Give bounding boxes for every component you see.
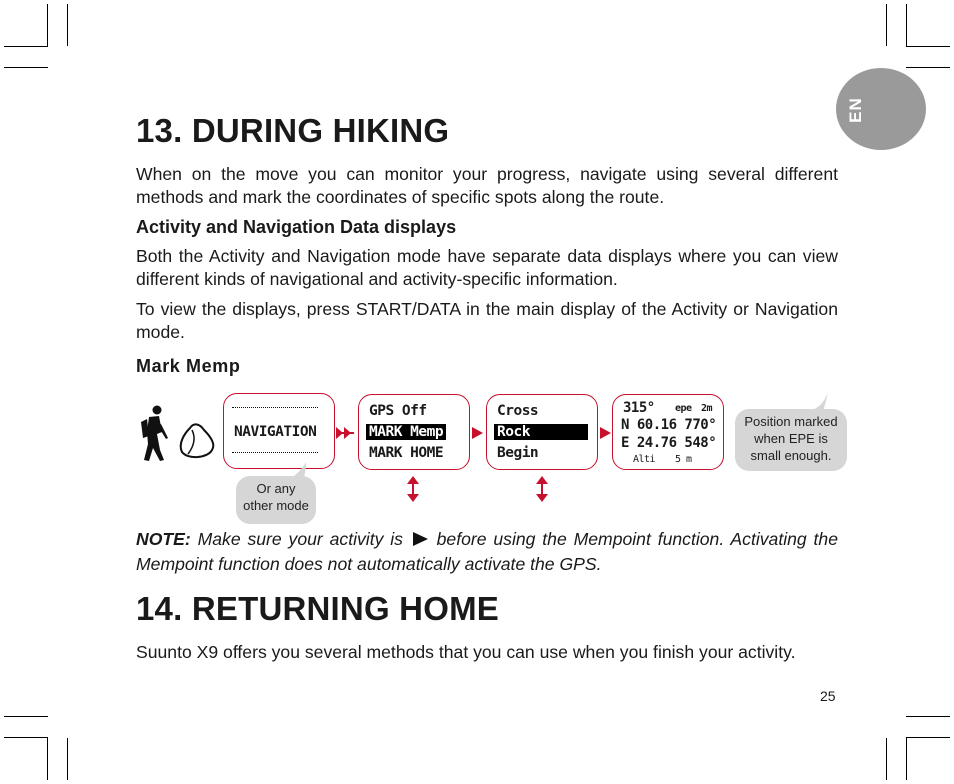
menu-item-gps-off: GPS Off (369, 403, 427, 419)
memp-name-rock: Rock (497, 424, 585, 440)
arrow-right-icon (470, 425, 486, 441)
screen-menu (358, 394, 470, 470)
callout-position-marked: Position marked when EPE is small enough. (735, 409, 847, 471)
mark-memp-heading: Mark Memp (136, 356, 241, 376)
page-number: 25 (820, 688, 836, 704)
latitude: N 60.16 770° (621, 417, 717, 433)
longitude: E 24.76 548° (621, 435, 717, 451)
memp-name-begin: Begin (497, 445, 539, 461)
note (136, 527, 838, 577)
up-down-arrow-icon (535, 476, 549, 502)
double-arrow-right-icon (336, 425, 358, 441)
screen-memp-name (486, 394, 598, 470)
note-text-a: Make sure your activity is (190, 529, 410, 549)
altitude-label: Alti (633, 454, 656, 465)
note-label: NOTE: (136, 529, 191, 549)
epe-value: 2m (701, 403, 713, 414)
dotted-line-bottom (232, 452, 318, 453)
section-14-title: 14. RETURNING HOME (136, 590, 499, 627)
section-13-title: 13. DURING HIKING (136, 112, 450, 149)
epe-label: epe (675, 403, 692, 414)
menu-item-mark-memp: MARK Memp (369, 424, 446, 440)
returning-home-paragraph: Suunto X9 offers you several methods that you can use when you finish your activity. (136, 642, 796, 662)
menu-item-mark-home: MARK HOME (369, 445, 444, 461)
play-icon (410, 531, 430, 547)
callout-tail (806, 392, 830, 414)
note-text-b: before using the Mempoint function. Activating the Mempoint function does not automatically activate the GPS. (136, 529, 838, 574)
subheading: Activity and Navigation Data displays (136, 217, 457, 237)
paragraph-start-data: To view the displays, press START/DATA in the main display of the Activity or Navigation mode. (136, 299, 838, 342)
callout-other-mode: Or any other mode (236, 476, 316, 524)
callout-tail (290, 462, 310, 480)
intro-paragraph: When on the move you can monitor your progress, navigate using several different methods and mark the coordinates of specific spots along the route. (136, 164, 838, 207)
screen-navigation-label: NAVIGATION (234, 424, 317, 440)
up-down-arrow-icon (406, 476, 420, 502)
screen-navigation (223, 393, 335, 469)
altitude-value: 5 m (675, 454, 692, 465)
hiking-icon (138, 404, 218, 466)
heading-value: 315° (623, 400, 655, 416)
screen-position (612, 394, 724, 470)
paragraph-displays: Both the Activity and Navigation mode have separate data displays where you can view different kinds of navigational and activity-specific information. (136, 246, 838, 289)
memp-name-cross: Cross (497, 403, 539, 419)
dotted-line-top (232, 407, 318, 408)
language-badge (836, 68, 926, 150)
language-label: EN (846, 97, 865, 123)
